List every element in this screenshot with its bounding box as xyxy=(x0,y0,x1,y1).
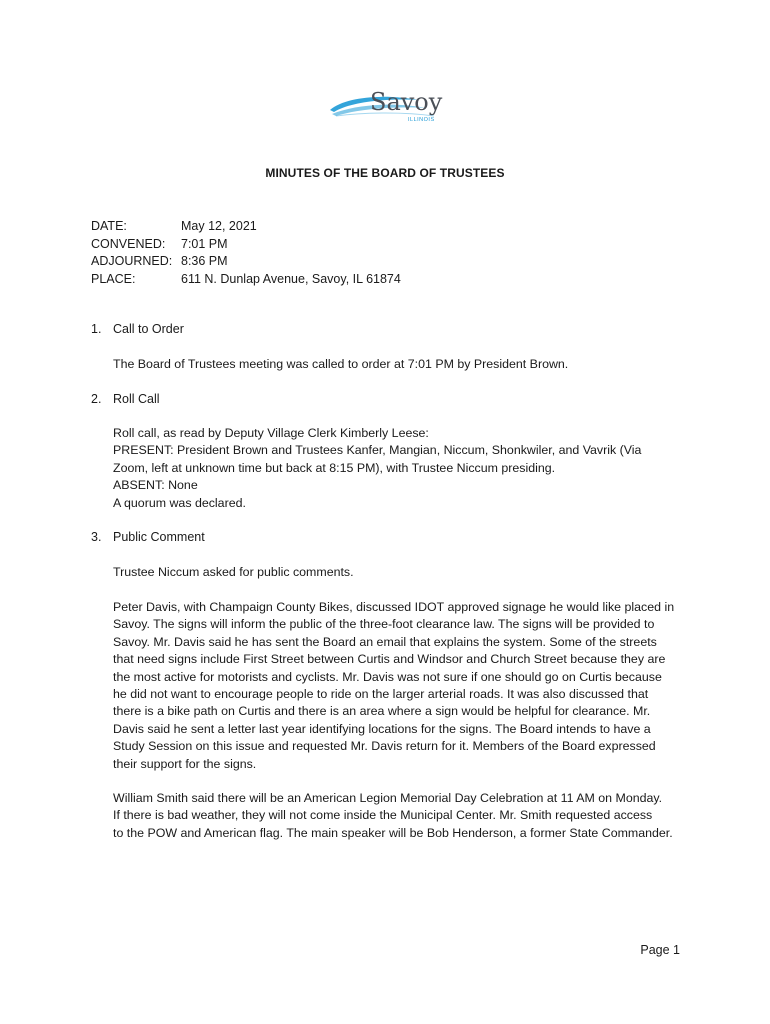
text-line: ABSENT: None xyxy=(113,478,198,493)
text-line: Study Session on this issue and requested Mr. Davis return for it. Members of the Board expressed xyxy=(113,739,656,754)
text-line: Peter Davis, with Champaign County Bikes, discussed IDOT approved signage he would like placed in xyxy=(113,600,675,614)
section-number: 1. xyxy=(91,322,102,336)
logo-name: Savoy xyxy=(370,88,443,116)
meta-value: May 12, 2021 xyxy=(181,219,257,233)
meta-row-convened xyxy=(91,236,401,254)
section-heading-public-comment xyxy=(91,529,205,547)
text-line: If there is bad weather, they will not come inside the Municipal Center. Mr. Smith requested access xyxy=(113,808,653,823)
section-number: 3. xyxy=(91,530,102,544)
text-line: Trustee Niccum asked for public comments. xyxy=(113,565,354,579)
text-line: Roll call, as read by Deputy Village Clerk Kimberly Leese: xyxy=(113,426,429,440)
text-line: William Smith said there will be an American Legion Memorial Day Celebration at 11 AM on Monday. xyxy=(113,791,663,805)
text-line: The Board of Trustees meeting was called to order at 7:01 PM by President Brown. xyxy=(113,357,569,371)
paragraph xyxy=(113,790,683,842)
text-line: to the POW and American flag. The main speaker will be Bob Henderson, a former State Commander. xyxy=(113,825,673,840)
text-line: Savoy. Mr. Davis said he has sent the Board an email that explains the system. Some of the streets xyxy=(113,634,657,649)
paragraph xyxy=(113,425,683,512)
text-line: their support for the signs. xyxy=(113,756,257,771)
section-heading-call-to-order xyxy=(91,321,184,339)
text-line: that need signs include First Street between Curtis and Windsor and Church Street because they are xyxy=(113,652,666,667)
meta-row-date xyxy=(91,218,401,236)
section-title: Public Comment xyxy=(113,530,205,544)
text-line: there is a bike path on Curtis and there is an area where a sign would be helpful for clearance. Mr. xyxy=(113,704,651,719)
meta-value: 7:01 PM xyxy=(181,236,228,251)
logo-tagline: ILLINOIS xyxy=(408,117,435,123)
text-line: Savoy. The signs will inform the public of the three-foot clearance law. The signs will be provided to xyxy=(113,617,655,632)
meta-label: ADJOURNED: xyxy=(91,254,173,268)
text-line: Davis said he sent a letter last year identifying locations for the signs. The Board intends to have a xyxy=(113,721,651,736)
text-line: PRESENT: President Brown and Trustees Kanfer, Mangian, Niccum, Shonkwiler, and Vavrik (Via xyxy=(113,443,642,458)
section-heading-roll-call xyxy=(91,391,160,409)
page-number: Page 1 xyxy=(640,943,680,957)
meta-label: PLACE: xyxy=(91,271,136,286)
text-line: A quorum was declared. xyxy=(113,495,246,510)
paragraph xyxy=(113,599,683,773)
meeting-meta xyxy=(91,218,401,288)
document-title: MINUTES OF THE BOARD OF TRUSTEES xyxy=(265,166,505,180)
text-line: the most active for motorists and cyclists. Mr. Davis was not sure if one should go on Curtis because xyxy=(113,669,662,684)
meta-label: CONVENED: xyxy=(91,236,166,251)
section-number: 2. xyxy=(91,392,102,406)
text-line: he did not want to encourage people to ride on the larger arterial roads. It was also discussed that xyxy=(113,687,649,702)
text-line: Zoom, left at unknown time but back at 8:15 PM), with Trustee Niccum presiding. xyxy=(113,460,556,475)
section-title: Roll Call xyxy=(113,392,160,406)
paragraph xyxy=(113,564,683,581)
paragraph xyxy=(113,356,683,373)
meta-row-adjourned xyxy=(91,253,401,271)
meta-value: 8:36 PM xyxy=(181,254,228,268)
meta-row-place xyxy=(91,271,401,289)
savoy-logo xyxy=(326,84,446,130)
meta-value: 611 N. Dunlap Avenue, Savoy, IL 61874 xyxy=(181,271,401,286)
section-title: Call to Order xyxy=(113,322,184,336)
meta-label: DATE: xyxy=(91,219,127,233)
